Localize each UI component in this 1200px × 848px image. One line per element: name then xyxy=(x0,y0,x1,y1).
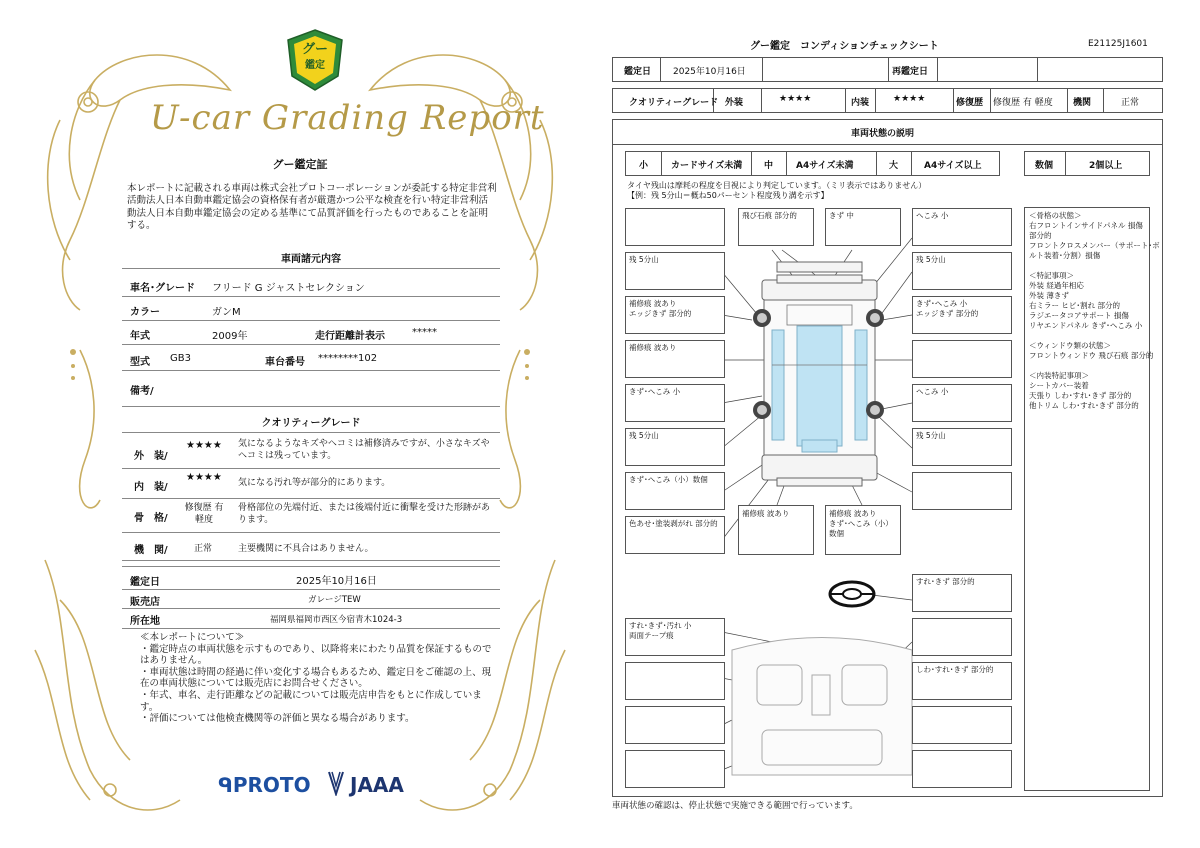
odometer-label: 走行距離計表示 xyxy=(315,331,385,342)
remarks-line xyxy=(1029,261,1145,271)
damage-label: 補修痕 波あり きず･へこみ（小）数個 xyxy=(829,509,893,538)
damage-box-right-4 xyxy=(912,384,1012,422)
interior-box-left-2 xyxy=(625,662,725,700)
date-row xyxy=(612,57,1163,82)
model-value: GB3 xyxy=(170,353,191,364)
divider xyxy=(122,268,500,269)
remarks-line: ＜特記事項＞ xyxy=(1029,271,1074,280)
engine-label: 機 関/ xyxy=(134,545,168,556)
ext-label: 外装 xyxy=(725,98,744,108)
redate-label: 再鑑定日 xyxy=(892,67,929,77)
damage-label: 色あせ･塗装剥がれ 部分的 xyxy=(629,519,718,528)
damage-label: 残 5分山 xyxy=(629,255,659,264)
interior-description: 気になる汚れ等が部分的にあります。 xyxy=(238,478,391,488)
exterior-description: 気になるようなキズやヘコミは補修済みですが、小さなキズやヘコミは残っています。 xyxy=(238,439,490,461)
legend-count-desc: 2個以上 xyxy=(1089,161,1123,171)
remarks-line xyxy=(1029,361,1145,371)
damage-label: きず･へこみ（小）数個 xyxy=(629,475,708,484)
remarks-line xyxy=(1029,331,1145,341)
proto-logo-text: PROTO xyxy=(232,773,311,797)
remarks-line: 外装 薄きず xyxy=(1029,291,1069,300)
remarks-line: 部分的 xyxy=(1029,231,1052,240)
damage-label: 残 5分山 xyxy=(629,431,659,440)
quality-grade-row xyxy=(612,88,1163,113)
spec-row-remarks xyxy=(122,374,500,407)
engine-grade: 正常 xyxy=(194,544,213,554)
damage-label: きず･へこみ 小 エッジきず 部分的 xyxy=(916,299,979,318)
spec-heading: 車両諸元内容 xyxy=(281,254,341,265)
damage-label: 飛び石痕 部分的 xyxy=(742,211,797,220)
interior-box-right-5 xyxy=(912,750,1012,788)
legend-small-desc: カードサイズ未満 xyxy=(671,161,743,171)
remarks-line: ルト装着･分割）損傷 xyxy=(1029,251,1101,260)
remarks-column xyxy=(1024,207,1160,791)
damage-box-left-5 xyxy=(625,428,725,466)
name-label: 車名･グレード xyxy=(130,283,195,294)
sheet-id: E21125J1601 xyxy=(1088,39,1148,49)
legend-count: 数個 xyxy=(1035,161,1054,171)
jaaa-emblem-icon xyxy=(326,770,346,796)
damage-label: へこみ 小 xyxy=(916,211,949,220)
remarks-line: ラジエータコアサポート 損傷 xyxy=(1029,311,1129,320)
year-value: 2009年 xyxy=(212,331,248,342)
grade-row-engine xyxy=(122,534,500,561)
damage-box-right-1 xyxy=(912,252,1012,290)
proto-logo: ᑫPROTO xyxy=(218,773,311,797)
damage-box-right-5 xyxy=(912,428,1012,466)
remarks-line: 他トリム しわ･すれ･きず 部分的 xyxy=(1029,401,1139,410)
note-item: ・車両状態は時間の経過に伴い変化する場合もあるため、鑑定日をご確認の上、現在の車両状態については販売店にお問合せください。 xyxy=(140,666,492,690)
note-item: ・鑑定時点の車両状態を示すものであり、以降将来にわたり品質を保証するものではありません。 xyxy=(140,643,492,667)
model-label: 型式 xyxy=(130,357,150,368)
remarks-line: シートカバー装着 xyxy=(1029,381,1089,390)
interior-box-left-1 xyxy=(625,618,725,656)
engine-label: 機関 xyxy=(1073,98,1092,108)
interior-box-right-4 xyxy=(912,706,1012,744)
grade-row-frame xyxy=(122,500,500,533)
remarks-line: リヤエンドパネル きず･へこみ 小 xyxy=(1029,321,1143,330)
exterior-stars: ★★★★ xyxy=(186,440,222,451)
info-row-date xyxy=(122,566,500,590)
report-notes xyxy=(140,632,500,725)
repair-label: 修復歴 xyxy=(956,98,984,108)
damage-label: 補修痕 波あり xyxy=(629,343,677,352)
spec-row-model xyxy=(122,348,500,371)
damage-box-left-6 xyxy=(625,472,725,510)
date-value: 2025年10月16日 xyxy=(296,576,377,587)
engine-value: 正常 xyxy=(1121,98,1140,108)
interior-box-left-3 xyxy=(625,706,725,744)
report-script-title: U-car Grading Report xyxy=(150,98,545,138)
damage-label: 補修痕 波あり xyxy=(742,509,790,518)
remarks-line: ＜骨格の状態＞ xyxy=(1029,211,1082,220)
interior-box-right-3 xyxy=(912,662,1012,700)
address-value: 福岡県福岡市西区今宿青木1024-3 xyxy=(270,615,403,625)
certificate-title: グー鑑定証 xyxy=(272,158,328,171)
info-row-address xyxy=(122,608,500,629)
damage-label: きず･へこみ 小 xyxy=(629,387,681,396)
remarks-line: 天張り しわ･すれ･きず 部分的 xyxy=(1029,391,1132,400)
remarks-line: フロントクロスメンバー（サポート･ボ xyxy=(1029,241,1160,250)
spec-row-name xyxy=(122,274,500,297)
exterior-label: 外 装/ xyxy=(134,451,168,462)
int-label: 内装 xyxy=(851,98,870,108)
damage-box-left-1 xyxy=(625,252,725,290)
damage-box-right-2 xyxy=(912,296,1012,334)
certificate-intro: 本レポートに記載される車両は株式会社プロトコーポレーションが委託する特定非営利活動法人日本自動車鑑定協会の資格保有者が厳選かつ公平な検査を行い特定非営利活動法人日本自動車鑑定協会の定める基準にて品質評価を行ったものであることを証明する。 xyxy=(127,183,497,232)
damage-label: 残 5分山 xyxy=(916,431,946,440)
remarks-line: 外装 経過年相応 xyxy=(1029,281,1084,290)
engine-description: 主要機関に不具合はありません。 xyxy=(238,544,374,554)
damage-box-rear-left xyxy=(738,505,814,555)
name-value: フリード G ジャストセレクション xyxy=(212,283,365,294)
remarks-label: 備考/ xyxy=(130,386,154,397)
jaaa-logo-text: JAAA xyxy=(350,773,404,797)
spec-row-year xyxy=(122,322,500,345)
chassis-label: 車台番号 xyxy=(265,357,305,368)
spec-row-color xyxy=(122,298,500,321)
tire-example: 【例：残 5分山＝概ね50パーセント程度残り溝を示す】 xyxy=(627,191,829,200)
steering-wheel-icon xyxy=(830,582,874,606)
damage-box-front-left-corner xyxy=(625,208,725,246)
chassis-value: ********102 xyxy=(318,353,378,364)
remarks-line: 右ミラー ヒビ･割れ 部分的 xyxy=(1029,301,1121,310)
damage-label: 残 5分山 xyxy=(916,255,946,264)
damage-box-left-4 xyxy=(625,384,725,422)
frame-description: 骨格部位の先端付近、または後端付近に衝撃を受けた形跡があります。 xyxy=(238,503,491,525)
color-label: カラー xyxy=(130,307,160,318)
condition-heading: 車両状態の説明 xyxy=(851,129,915,139)
sheet-title: グー鑑定 コンディションチェックシート xyxy=(750,41,939,52)
year-label: 年式 xyxy=(130,331,150,342)
legend-small: 小 xyxy=(639,161,649,171)
badge-text-kantei: 鑑定 xyxy=(305,60,325,71)
sheet-date-label: 鑑定日 xyxy=(624,67,652,77)
int-stars: ★★★★ xyxy=(893,94,926,104)
damage-box-left-7 xyxy=(625,516,725,554)
damage-box-hood xyxy=(825,208,901,246)
interior-box-left-4 xyxy=(625,750,725,788)
count-legend xyxy=(1024,151,1150,176)
legend-large: 大 xyxy=(889,161,899,171)
ext-stars: ★★★★ xyxy=(779,94,812,104)
remarks-line: ＜内装特記事項＞ xyxy=(1029,371,1089,380)
odometer-value: ***** xyxy=(412,327,437,338)
damage-label: 補修痕 波あり エッジきず 部分的 xyxy=(629,299,692,318)
date-label: 鑑定日 xyxy=(130,577,160,588)
grade-row-exterior xyxy=(122,436,500,469)
damage-label: きず 中 xyxy=(829,211,854,220)
interior-box-right-2 xyxy=(912,618,1012,656)
info-row-dealer xyxy=(122,588,500,609)
tire-note: タイヤ残山は摩耗の程度を目視により判定しています。（ミリ表示ではありません） xyxy=(627,181,927,190)
notes-heading: ≪本レポートについて≫ xyxy=(140,632,245,643)
damage-box-windshield xyxy=(738,208,814,246)
damage-label: へこみ 小 xyxy=(916,387,949,396)
damage-label: すれ･きず･汚れ 小 両面テープ痕 xyxy=(629,621,692,640)
remarks-line: 右フロントインサイドパネル 損傷 xyxy=(1029,221,1143,230)
damage-box-left-2 xyxy=(625,296,725,334)
remarks-line: ＜ウィンドウ類の状態＞ xyxy=(1029,341,1112,350)
remarks-line: フロントウィンドウ 飛び石痕 部分的 xyxy=(1029,351,1154,360)
legend-large-desc: A4サイズ以上 xyxy=(924,161,982,171)
size-legend xyxy=(625,151,1000,176)
divider xyxy=(122,432,500,433)
damage-box-front-right-corner xyxy=(912,208,1012,246)
frame-label: 骨 格/ xyxy=(134,513,168,524)
frame-grade: 修復歴 有 軽度 xyxy=(184,503,224,525)
color-value: ガンM xyxy=(212,307,241,318)
damage-box-right-6 xyxy=(912,472,1012,510)
damage-box-right-3 xyxy=(912,340,1012,378)
sheet-footer-note: 車両状態の確認は、停止状態で実施できる範囲で行っています。 xyxy=(612,801,858,811)
quality-grade-heading: クオリティーグレード xyxy=(261,418,361,429)
legend-medium: 中 xyxy=(764,161,774,171)
repair-value: 修復歴 有 軽度 xyxy=(993,98,1053,108)
damage-label: しわ･すれ･きず 部分的 xyxy=(916,665,994,674)
damage-box-left-3 xyxy=(625,340,725,378)
note-item: ・評価については他検査機関等の評価と異なる場合があります。 xyxy=(140,713,415,725)
qg-label: クオリティーグレード xyxy=(629,98,719,108)
damage-label: すれ･きず 部分的 xyxy=(916,577,975,586)
sheet-date-value: 2025年10月16日 xyxy=(673,67,746,77)
interior-stars: ★★★★ xyxy=(186,472,222,483)
address-label: 所在地 xyxy=(130,616,160,627)
interior-label: 内 装/ xyxy=(134,482,168,493)
grade-row-interior xyxy=(122,470,500,499)
dealer-value: ガレージTEW xyxy=(308,595,361,605)
legend-medium-desc: A4サイズ未満 xyxy=(796,161,854,171)
badge-text-goo: グー xyxy=(301,42,328,57)
dealer-label: 販売店 xyxy=(130,597,160,608)
damage-box-rear-right xyxy=(825,505,901,555)
interior-box-steering xyxy=(912,574,1012,612)
note-item: ・年式、車名、走行距離などの記載については販売店申告をもとに作成しています。 xyxy=(140,689,482,713)
